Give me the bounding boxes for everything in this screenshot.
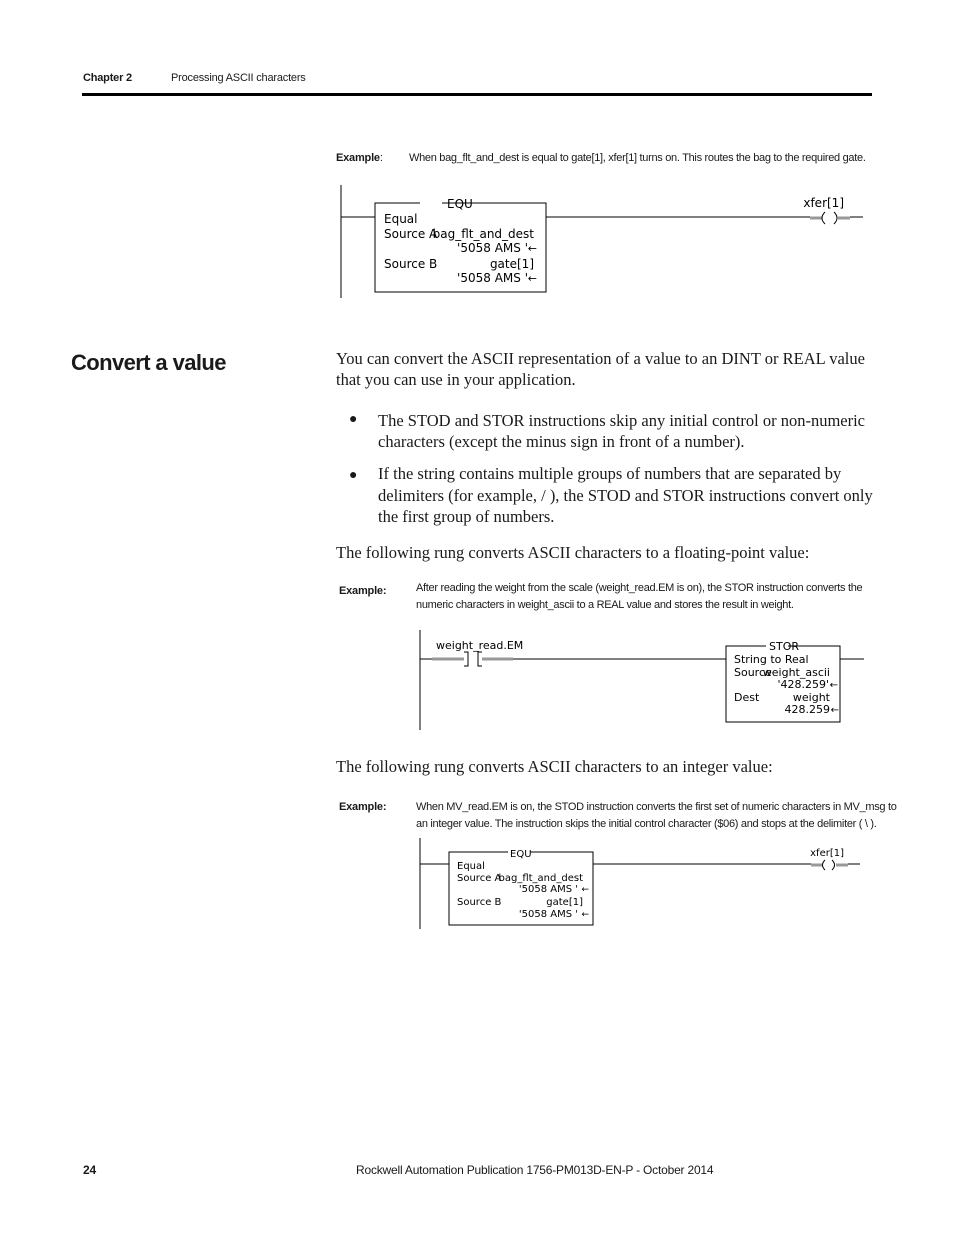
svg-text:428.259: 428.259 <box>784 703 830 716</box>
bullet2-line-2: delimiters (for example, / ), the STOD and STOR instructions convert only <box>378 486 873 505</box>
bullet2-line-1: If the string contains multiple groups of numbers that are separated by <box>378 464 842 483</box>
example2-text-line-2: numeric characters in weight_ascii to a REAL value and stores the result in weight. <box>416 599 794 611</box>
svg-text:gate[1]: gate[1] <box>489 257 534 271</box>
svg-text:Equal: Equal <box>384 212 418 226</box>
arrow-left-icon: ← <box>527 272 537 285</box>
example2-text-line-1: After reading the weight from the scale (weight_read.EM is on), the STOR instruction converts the <box>416 582 863 594</box>
coil-icon <box>822 212 825 224</box>
arrow-left-icon: ← <box>581 910 589 920</box>
svg-text:bag_flt_and_dest: bag_flt_and_dest <box>432 227 534 241</box>
instruction-name: STOR <box>769 640 800 653</box>
svg-text:gate[1]: gate[1] <box>546 897 583 908</box>
example1-label: Example: <box>336 152 383 164</box>
svg-text:Dest: Dest <box>734 691 760 704</box>
bullet-marker: ● <box>349 468 358 483</box>
svg-text:Source A: Source A <box>457 873 502 884</box>
svg-text:'5058 AMS ': '5058 AMS ' <box>518 909 578 920</box>
svg-text:Source A: Source A <box>384 227 438 241</box>
svg-text:Source B: Source B <box>384 257 438 271</box>
svg-text:Equal: Equal <box>457 861 485 872</box>
arrow-left-icon: ← <box>830 705 839 716</box>
example1-ladder-rung <box>330 185 875 303</box>
float-rung-intro: The following rung converts ASCII characters to a floating-point value: <box>336 543 810 562</box>
page-number: 24 <box>83 1163 96 1177</box>
example3-text-line-2: an integer value. The instruction skips the initial control character ($06) and stops at the delimiter ( \ ). <box>416 818 877 830</box>
svg-text:weight: weight <box>792 691 830 704</box>
example3-ladder-rung <box>412 838 872 932</box>
svg-text:'5058 AMS ': '5058 AMS ' <box>457 241 528 255</box>
svg-text:String to Real: String to Real <box>734 653 809 666</box>
intro-line-2: that you can use in your application. <box>336 370 576 389</box>
arrow-left-icon: ← <box>581 885 589 895</box>
publication-info: Rockwell Automation Publication 1756-PM013D-EN-P - October 2014 <box>356 1163 714 1177</box>
coil-tag: xfer[1] <box>803 196 844 210</box>
header-rule <box>82 93 872 96</box>
intro-line-1: You can convert the ASCII representation of a value to an DINT or REAL value <box>336 349 865 368</box>
contact-tag: weight_read.EM <box>436 639 524 652</box>
arrow-left-icon: ← <box>527 242 537 255</box>
example3-label: Example: <box>339 801 387 813</box>
svg-text:weight_ascii: weight_ascii <box>762 666 830 679</box>
bullet1-line-2: characters (except the minus sign in front of a number). <box>378 432 745 451</box>
instruction-name: EQU <box>510 849 532 860</box>
svg-text:bag_flt_and_dest: bag_flt_and_dest <box>498 873 583 884</box>
svg-text:'428.259': '428.259' <box>777 678 829 691</box>
svg-text:'5058 AMS ': '5058 AMS ' <box>518 884 578 895</box>
svg-text:Source: Source <box>734 666 772 679</box>
section-title: Convert a value <box>71 350 226 375</box>
bullet2-line-3: the first group of numbers. <box>378 507 555 526</box>
bullet-marker: ● <box>349 412 358 427</box>
bullet1-line-1: The STOD and STOR instructions skip any initial control or non-numeric <box>378 411 865 430</box>
example2-label: Example: <box>339 585 387 597</box>
contact-icon <box>464 652 468 666</box>
example3-text-line-1: When MV_read.EM is on, the STOD instruction converts the first set of numeric characters in MV_msg to <box>416 801 897 813</box>
int-rung-intro: The following rung converts ASCII characters to an integer value: <box>336 757 773 776</box>
chapter-title: Processing ASCII characters <box>171 72 306 84</box>
coil-tag: xfer[1] <box>810 848 844 859</box>
svg-text:'5058 AMS ': '5058 AMS ' <box>457 271 528 285</box>
svg-text:Source B: Source B <box>457 897 502 908</box>
coil-icon <box>823 860 826 870</box>
arrow-left-icon: ← <box>829 680 838 691</box>
example2-ladder-rung <box>412 630 872 734</box>
chapter-label: Chapter 2 <box>83 72 132 84</box>
example1-text: When bag_flt_and_dest is equal to gate[1], xfer[1] turns on. This routes the bag to the required gate. <box>409 152 866 164</box>
instruction-name: EQU <box>447 197 473 211</box>
